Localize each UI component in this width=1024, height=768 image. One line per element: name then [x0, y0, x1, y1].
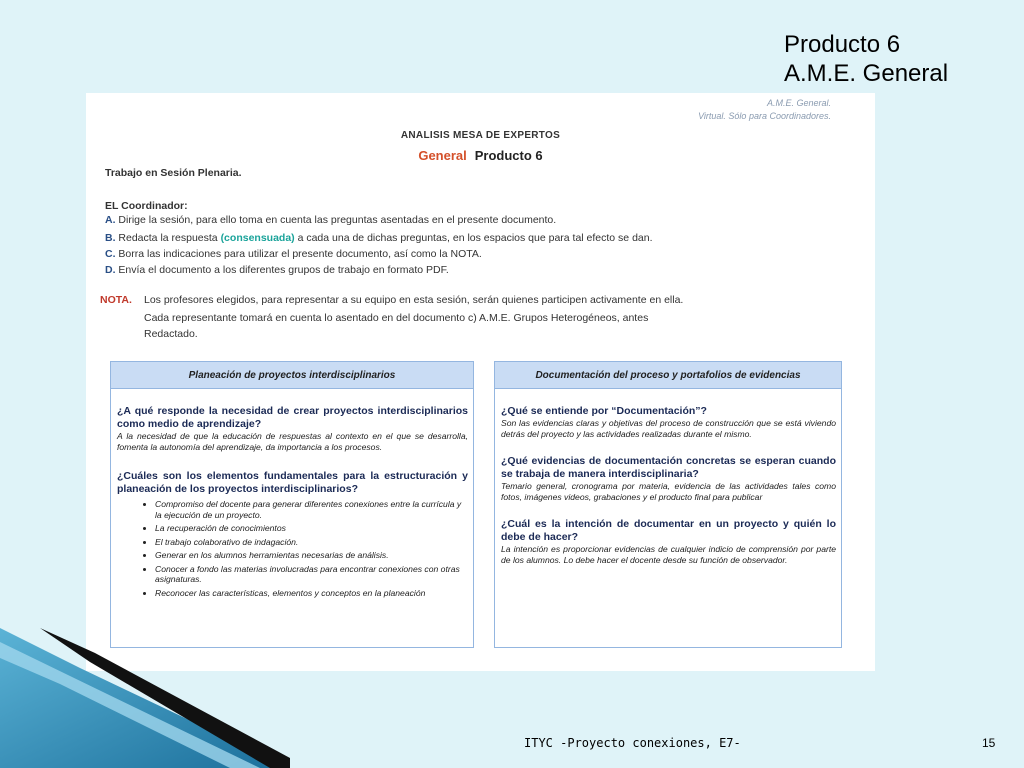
nota-line-3: Redactado.	[144, 328, 198, 340]
list-item: • La recuperación de conocimientos	[155, 523, 468, 534]
instruction-c-text: Borra las indicaciones para utilizar el presente documento, así como la NOTA.	[115, 248, 482, 260]
subtitle-general: General	[418, 148, 467, 163]
letter-a: A.	[105, 214, 116, 226]
instruction-b	[105, 232, 653, 244]
subtitle-producto: Producto 6	[474, 148, 543, 163]
coordinator-label: EL Coordinador:	[105, 200, 188, 212]
instruction-c	[105, 248, 482, 260]
planning-box-header: Planeación de proyectos interdisciplinarios	[111, 362, 473, 389]
instruction-b-text-1: Redacta la respuesta	[115, 232, 221, 244]
slide-title-line-2: A.M.E. General	[784, 60, 949, 87]
instruction-d-text: Envía el documento a los diferentes grupos de trabajo en formato PDF.	[115, 264, 449, 276]
footer-text: ITYC -Proyecto conexiones, E7-	[524, 736, 741, 750]
documentation-box-header: Documentación del proceso y portafolios de evidencias	[495, 362, 841, 389]
documentation-question-2: ¿Qué evidencias de documentación concretas se esperan cuando se trabaja de manera interdisciplinaria?	[501, 455, 836, 480]
header-note-line-2: Virtual. Sólo para Coordinadores.	[698, 111, 831, 121]
instruction-d	[105, 264, 449, 276]
documentation-question-3: ¿Cuál es la intención de documentar en un proyecto y quién lo debe de hacer?	[501, 518, 836, 543]
letter-c: C.	[105, 248, 116, 260]
nota-line-2: Cada representante tomará en cuenta lo asentado en del documento c) A.M.E. Grupos Heterogéneos, antes	[144, 312, 649, 324]
document-title: ANALISIS MESA DE EXPERTOS	[400, 130, 561, 141]
slide-title	[784, 30, 948, 88]
list-item: • Reconocer las características, elementos y conceptos en la planeación	[155, 588, 468, 599]
list-item: • El trabajo colaborativo de indagación.	[155, 537, 468, 548]
decorative-stripe	[0, 628, 290, 768]
list-item: • Compromiso del docente para generar diferentes conexiones entre la currícula y la ejecución de un proyecto.	[155, 499, 468, 520]
letter-d: D.	[105, 264, 116, 276]
instruction-b-text-2: a cada una de dichas preguntas, en los espacios que para tal efecto se dan.	[294, 232, 653, 244]
planning-box	[110, 361, 474, 648]
page-number: 15	[982, 736, 996, 750]
list-item: • Conocer a fondo las materias involucradas para encontrar conexiones con otras asignaturas.	[155, 564, 468, 585]
slide-title-line-1: Producto 6	[784, 31, 901, 58]
planning-bullet-list	[117, 499, 468, 598]
documentation-answer-2: Temario general, cronograma por materia, evidencia de las actividades tales como fotos, imágenes videos, grabaciones y el producto final para publicar	[501, 481, 836, 502]
document-image	[86, 93, 875, 671]
instruction-a	[105, 214, 556, 226]
documentation-question-1: ¿Qué se entiende por “Documentación”?	[501, 405, 707, 417]
documentation-answer-3: La intención es proporcionar evidencias de cualquier indicio de comprensión por parte de los alumnos. Lo debe hacer el docente desde su función de observador.	[501, 544, 836, 565]
planning-question-2: ¿Cuáles son los elementos fundamentales para la estructuración y planeación de los proyectos interdisciplinarios?	[117, 470, 468, 495]
header-note-line-1: A.M.E. General.	[766, 98, 831, 108]
documentation-answer-1: Son las evidencias claras y objetivas del proceso de construcción que se está viviendo detrás del proyecto y las actividades realizadas durante el mismo.	[501, 418, 836, 439]
documentation-box	[494, 361, 842, 648]
planning-answer-1: A la necesidad de que la educación de respuestas al contexto en el que se desarrolla, fomenta la autonomía del aprendizaje, da importancia a los procesos.	[117, 431, 468, 452]
planning-question-1: ¿A qué responde la necesidad de crear proyectos interdisciplinarios como medio de aprendizaje?	[117, 405, 468, 430]
session-label: Trabajo en Sesión Plenaria.	[105, 167, 242, 179]
instruction-b-highlight: (consensuada)	[220, 232, 295, 244]
document-header-note	[698, 97, 831, 123]
nota-label: NOTA.	[100, 294, 132, 306]
document-subtitle	[86, 148, 875, 163]
list-item: • Generar en los alumnos herramientas necesarias de análisis.	[155, 550, 468, 561]
letter-b: B.	[105, 232, 116, 244]
instruction-a-text: Dirige la sesión, para ello toma en cuenta las preguntas asentadas en el presente documento.	[115, 214, 557, 226]
nota-line-1: Los profesores elegidos, para representar a su equipo en esta sesión, serán quienes participen activamente en ella.	[144, 294, 684, 306]
